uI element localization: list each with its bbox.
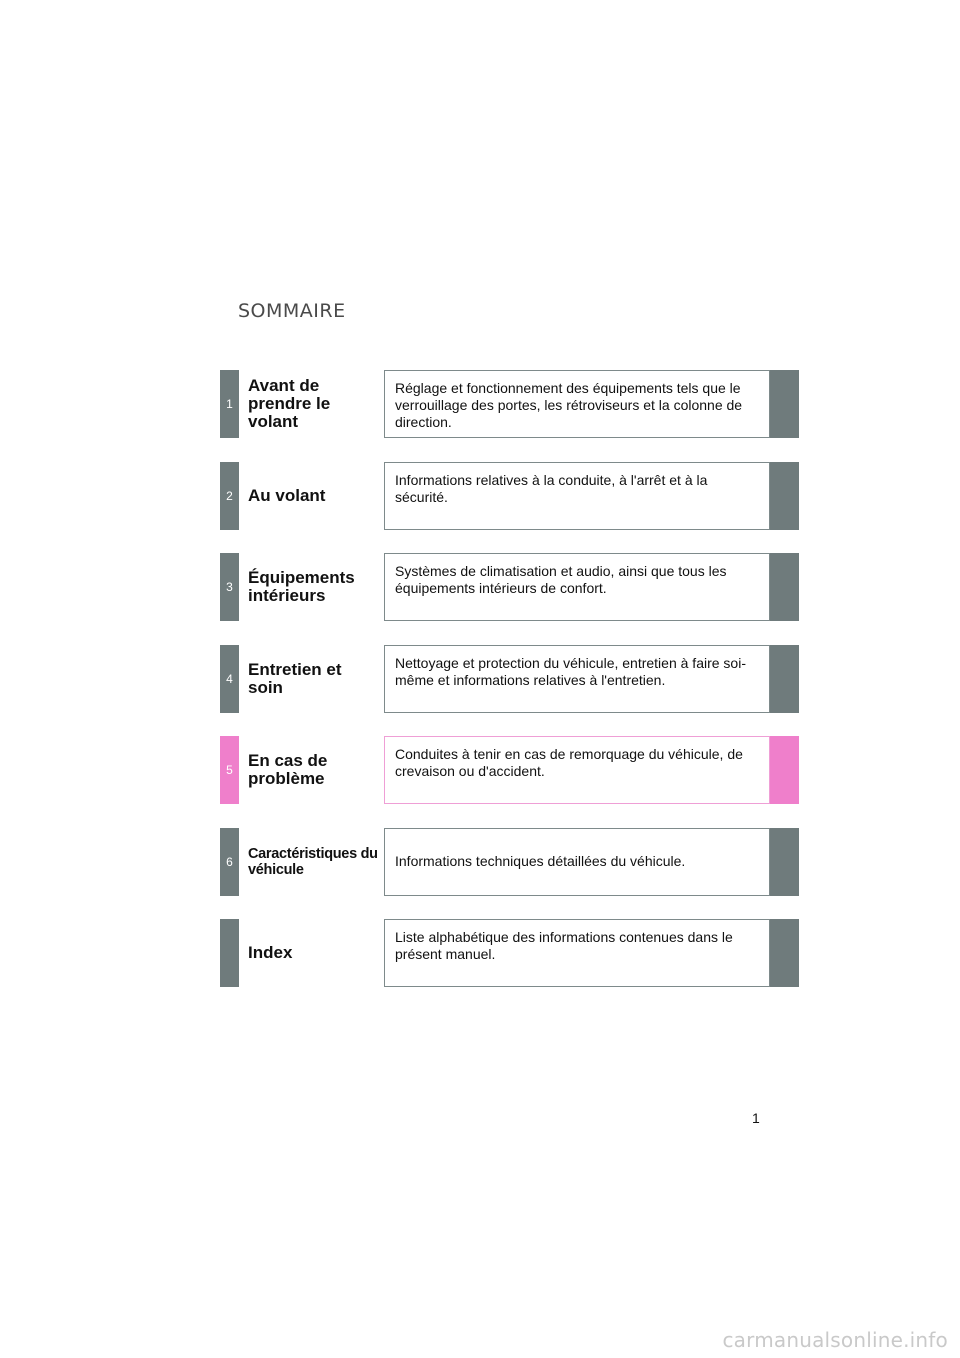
- page-title: SOMMAIRE: [238, 300, 346, 322]
- page-number: 1: [752, 1110, 760, 1126]
- toc-row-5[interactable]: [220, 736, 799, 804]
- toc-row-2[interactable]: [220, 462, 799, 530]
- section-heading: Index: [248, 943, 293, 962]
- section-description: Conduites à tenir en cas de remorquage du véhicule, de crevaison ou d'accident.: [384, 736, 770, 804]
- section-tab: 3: [220, 553, 239, 621]
- section-end-bar: [770, 462, 799, 530]
- section-tab: [220, 919, 239, 987]
- table-of-contents: [220, 370, 799, 1011]
- section-end-bar: [770, 553, 799, 621]
- section-end-bar: [770, 645, 799, 713]
- toc-row-index[interactable]: [220, 919, 799, 987]
- section-description: Réglage et fonctionnement des équipements tels que le verrouillage des portes, les rétroviseurs et la colonne de direction.: [384, 370, 770, 438]
- section-tab: 4: [220, 645, 239, 713]
- toc-row-4[interactable]: [220, 645, 799, 713]
- toc-row-3[interactable]: [220, 553, 799, 621]
- section-end-bar: [770, 919, 799, 987]
- section-heading: Au volant: [248, 485, 326, 505]
- section-description: Systèmes de climatisation et audio, ainsi que tous les équipements intérieurs de confort.: [384, 553, 770, 621]
- toc-row-6[interactable]: [220, 828, 799, 896]
- section-end-bar: [770, 736, 799, 804]
- section-tab: 2: [220, 462, 239, 530]
- section-description: Informations techniques détaillées du véhicule.: [384, 828, 770, 896]
- section-heading: Entretien et soin: [248, 659, 342, 697]
- section-end-bar: [770, 828, 799, 896]
- toc-row-1[interactable]: [220, 370, 799, 438]
- section-tab: 6: [220, 828, 239, 896]
- section-description: Informations relatives à la conduite, à l'arrêt et à la sécurité.: [384, 462, 770, 530]
- section-heading: Équipements intérieurs: [248, 568, 355, 605]
- section-tab: 1: [220, 370, 239, 438]
- section-heading: Avant de prendre le volant: [248, 376, 331, 431]
- section-heading: En cas de problème: [248, 751, 328, 788]
- section-description: Liste alphabétique des informations contenues dans le présent manuel.: [384, 919, 770, 987]
- watermark: carmanualsonline.info: [722, 1328, 948, 1352]
- section-end-bar: [770, 370, 799, 438]
- section-tab: 5: [220, 736, 239, 804]
- section-description: Nettoyage et protection du véhicule, entretien à faire soi-même et informations relatives à l'entretien.: [384, 645, 770, 713]
- section-heading: Caractéristiques du véhicule: [248, 845, 378, 878]
